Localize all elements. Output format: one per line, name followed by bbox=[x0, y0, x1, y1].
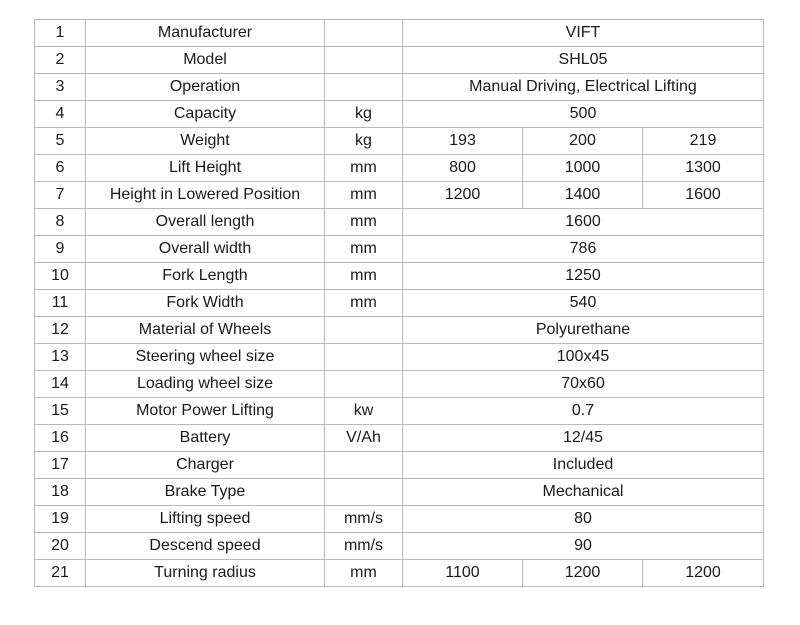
value-cell: 12/45 bbox=[403, 425, 764, 452]
unit-cell: mm bbox=[325, 236, 403, 263]
row-number-cell: 12 bbox=[35, 317, 86, 344]
parameter-cell: Height in Lowered Position bbox=[86, 182, 325, 209]
parameter-cell: Manufacturer bbox=[86, 20, 325, 47]
parameter-cell: Model bbox=[86, 47, 325, 74]
value-cell: 0.7 bbox=[403, 398, 764, 425]
table-row bbox=[35, 74, 764, 101]
row-number-cell: 19 bbox=[35, 506, 86, 533]
unit-cell: mm bbox=[325, 290, 403, 317]
unit-cell: mm bbox=[325, 263, 403, 290]
spec-table-body bbox=[35, 20, 764, 587]
value-cell: 1400 bbox=[523, 182, 643, 209]
value-cell: 70x60 bbox=[403, 371, 764, 398]
row-number-cell: 15 bbox=[35, 398, 86, 425]
parameter-cell: Turning radius bbox=[86, 560, 325, 587]
row-number-cell: 17 bbox=[35, 452, 86, 479]
unit-cell bbox=[325, 47, 403, 74]
value-cell: SHL05 bbox=[403, 47, 764, 74]
row-number-cell: 6 bbox=[35, 155, 86, 182]
value-cell: Included bbox=[403, 452, 764, 479]
row-number-cell: 8 bbox=[35, 209, 86, 236]
value-cell: 786 bbox=[403, 236, 764, 263]
value-cell: 1600 bbox=[643, 182, 764, 209]
value-cell: 193 bbox=[403, 128, 523, 155]
table-row bbox=[35, 344, 764, 371]
value-cell: 200 bbox=[523, 128, 643, 155]
value-cell: 1100 bbox=[403, 560, 523, 587]
row-number-cell: 11 bbox=[35, 290, 86, 317]
unit-cell: mm/s bbox=[325, 533, 403, 560]
unit-cell: mm bbox=[325, 155, 403, 182]
parameter-cell: Weight bbox=[86, 128, 325, 155]
value-cell: 1200 bbox=[643, 560, 764, 587]
value-cell: 100x45 bbox=[403, 344, 764, 371]
table-row bbox=[35, 101, 764, 128]
table-row bbox=[35, 47, 764, 74]
table-row bbox=[35, 452, 764, 479]
unit-cell: mm/s bbox=[325, 506, 403, 533]
parameter-cell: Operation bbox=[86, 74, 325, 101]
unit-cell: mm bbox=[325, 560, 403, 587]
table-row bbox=[35, 236, 764, 263]
table-row bbox=[35, 398, 764, 425]
unit-cell bbox=[325, 20, 403, 47]
value-cell: 1300 bbox=[643, 155, 764, 182]
table-row bbox=[35, 371, 764, 398]
table-row bbox=[35, 290, 764, 317]
table-row bbox=[35, 533, 764, 560]
row-number-cell: 18 bbox=[35, 479, 86, 506]
row-number-cell: 9 bbox=[35, 236, 86, 263]
parameter-cell: Fork Length bbox=[86, 263, 325, 290]
value-cell: Polyurethane bbox=[403, 317, 764, 344]
value-cell: 1250 bbox=[403, 263, 764, 290]
row-number-cell: 14 bbox=[35, 371, 86, 398]
value-cell: Mechanical bbox=[403, 479, 764, 506]
table-row bbox=[35, 182, 764, 209]
row-number-cell: 20 bbox=[35, 533, 86, 560]
value-cell: 80 bbox=[403, 506, 764, 533]
unit-cell: kg bbox=[325, 128, 403, 155]
unit-cell bbox=[325, 452, 403, 479]
row-number-cell: 4 bbox=[35, 101, 86, 128]
parameter-cell: Charger bbox=[86, 452, 325, 479]
row-number-cell: 3 bbox=[35, 74, 86, 101]
row-number-cell: 16 bbox=[35, 425, 86, 452]
table-row bbox=[35, 155, 764, 182]
row-number-cell: 1 bbox=[35, 20, 86, 47]
parameter-cell: Capacity bbox=[86, 101, 325, 128]
unit-cell: kg bbox=[325, 101, 403, 128]
table-row bbox=[35, 317, 764, 344]
unit-cell bbox=[325, 344, 403, 371]
value-cell: 90 bbox=[403, 533, 764, 560]
table-row bbox=[35, 20, 764, 47]
table-row bbox=[35, 263, 764, 290]
unit-cell bbox=[325, 317, 403, 344]
parameter-cell: Motor Power Lifting bbox=[86, 398, 325, 425]
row-number-cell: 2 bbox=[35, 47, 86, 74]
unit-cell bbox=[325, 479, 403, 506]
parameter-cell: Steering wheel size bbox=[86, 344, 325, 371]
unit-cell: kw bbox=[325, 398, 403, 425]
value-cell: VIFT bbox=[403, 20, 764, 47]
row-number-cell: 7 bbox=[35, 182, 86, 209]
table-row bbox=[35, 128, 764, 155]
parameter-cell: Loading wheel size bbox=[86, 371, 325, 398]
unit-cell: V/Ah bbox=[325, 425, 403, 452]
parameter-cell: Descend speed bbox=[86, 533, 325, 560]
parameter-cell: Fork Width bbox=[86, 290, 325, 317]
value-cell: 800 bbox=[403, 155, 523, 182]
row-number-cell: 10 bbox=[35, 263, 86, 290]
unit-cell: mm bbox=[325, 209, 403, 236]
value-cell: 219 bbox=[643, 128, 764, 155]
value-cell: 540 bbox=[403, 290, 764, 317]
table-row bbox=[35, 209, 764, 236]
parameter-cell: Lift Height bbox=[86, 155, 325, 182]
value-cell: Manual Driving, Electrical Lifting bbox=[403, 74, 764, 101]
value-cell: 1600 bbox=[403, 209, 764, 236]
parameter-cell: Brake Type bbox=[86, 479, 325, 506]
parameter-cell: Overall width bbox=[86, 236, 325, 263]
table-row bbox=[35, 506, 764, 533]
value-cell: 1000 bbox=[523, 155, 643, 182]
value-cell: 500 bbox=[403, 101, 764, 128]
parameter-cell: Material of Wheels bbox=[86, 317, 325, 344]
parameter-cell: Lifting speed bbox=[86, 506, 325, 533]
unit-cell: mm bbox=[325, 182, 403, 209]
spec-table bbox=[34, 19, 764, 587]
table-row bbox=[35, 560, 764, 587]
parameter-cell: Overall length bbox=[86, 209, 325, 236]
table-row bbox=[35, 479, 764, 506]
row-number-cell: 13 bbox=[35, 344, 86, 371]
table-row bbox=[35, 425, 764, 452]
value-cell: 1200 bbox=[403, 182, 523, 209]
value-cell: 1200 bbox=[523, 560, 643, 587]
row-number-cell: 5 bbox=[35, 128, 86, 155]
parameter-cell: Battery bbox=[86, 425, 325, 452]
unit-cell bbox=[325, 371, 403, 398]
unit-cell bbox=[325, 74, 403, 101]
row-number-cell: 21 bbox=[35, 560, 86, 587]
